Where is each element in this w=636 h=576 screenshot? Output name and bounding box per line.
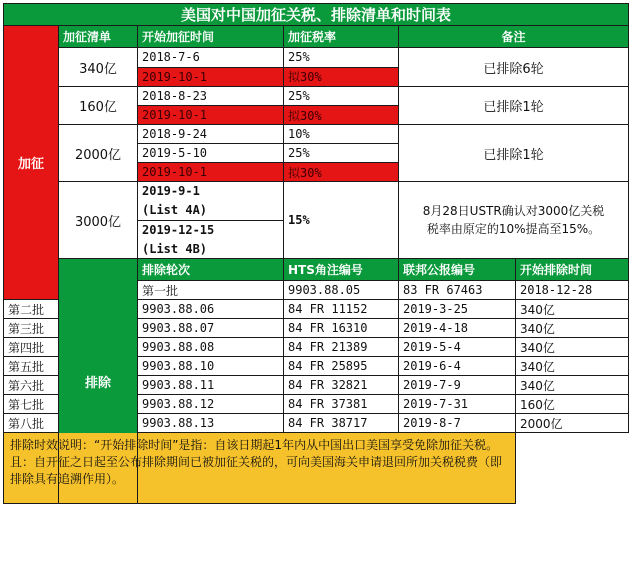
header-add-start: 开始加征时间 [138,26,284,48]
exclude-hts: 9903.88.07 [138,319,284,338]
exclude-round: 第六批 [4,376,59,395]
exclude-list: 340亿 [516,376,629,395]
exclude-round: 第七批 [4,395,59,414]
tariff-table [3,3,629,504]
exclude-start: 2019-4-18 [399,319,516,338]
group-340-rate-planned: 拟30% [284,67,399,87]
group-2000-note: 已排除1轮 [399,125,629,182]
group-3000-amount: 3000亿 [59,182,138,259]
exclude-fr: 84 FR 37381 [284,395,399,414]
exclude-list: 340亿 [516,357,629,376]
group-160-rate-planned: 拟30% [284,106,399,125]
exclude-fr: 84 FR 16310 [284,319,399,338]
exclude-round: 第四批 [4,338,59,357]
group-2000-rate-2: 25% [284,144,399,163]
exclude-fr: 84 FR 11152 [284,300,399,319]
exclude-list: 2000亿 [516,414,629,433]
group-2000-date-1: 2018-9-24 [138,125,284,144]
group-3000-note-line-2: 税率由原定的10%提高至15%。 [426,222,601,236]
exclude-list: 160亿 [516,395,629,414]
exclude-fr: 84 FR 21389 [284,338,399,357]
group-160-date: 2018-8-23 [138,87,284,106]
group-160-amount: 160亿 [59,87,138,125]
header-exclude-fr: 联邦公报编号 [399,259,516,281]
group-160-rate: 25% [284,87,399,106]
group-160-note: 已排除1轮 [399,87,629,125]
group-2000-amount: 2000亿 [59,125,138,182]
group-3000-date-1: 2019-9-1 [138,182,284,201]
group-3000-date-2: 2019-12-15 [138,220,284,239]
exclude-round: 第八批 [4,414,59,433]
group-160-date-planned: 2019-10-1 [138,106,284,125]
exclude-start: 2019-7-31 [399,395,516,414]
exclude-hts: 9903.88.10 [138,357,284,376]
exclude-list: 340亿 [516,338,629,357]
exclude-list: 340亿 [516,300,629,319]
add-section-label: 加征 [4,26,59,300]
exclude-round: 第二批 [4,300,59,319]
exclude-hts: 9903.88.06 [138,300,284,319]
group-340-amount: 340亿 [59,48,138,87]
group-3000-note-line-1: 8月28日USTR确认对3000亿关税 [422,204,605,218]
exclude-hts: 9903.88.08 [138,338,284,357]
exclude-hts: 9903.88.05 [284,281,399,300]
header-exclude-hts: HTS角注编号 [284,259,399,281]
exclude-list: 340亿 [516,319,629,338]
exclude-fr: 84 FR 25895 [284,357,399,376]
group-3000-note [399,182,629,259]
exclude-start: 2019-6-4 [399,357,516,376]
group-3000-rate: 15% [284,182,399,259]
exclude-fr: 84 FR 32821 [284,376,399,395]
group-2000-rate-1: 10% [284,125,399,144]
group-340-note: 已排除6轮 [399,48,629,87]
page-title: 美国对中国加征关税、排除清单和时间表 [4,4,629,26]
exclusion-footnote: 排除时效说明：“开始排除时间”是指：自该日期起1年内从中国出口美国享受免除加征关税。且：自开征之日起至公布排除期间已被加征关税的，可向美国海关申请退回所加关税税费（即排除具有追溯作用）。 [4,433,516,504]
tariff-table-container [3,3,633,569]
group-3000-list-1: (List 4A) [138,201,284,220]
header-add-rate: 加征税率 [284,26,399,48]
exclude-start: 2019-5-4 [399,338,516,357]
group-2000-date-2: 2019-5-10 [138,144,284,163]
exclude-round: 第三批 [4,319,59,338]
exclude-start: 2018-12-28 [516,281,629,300]
exclude-hts: 9903.88.13 [138,414,284,433]
exclude-start: 2019-7-9 [399,376,516,395]
group-340-date-planned: 2019-10-1 [138,67,284,87]
group-2000-rate-planned: 拟30% [284,163,399,182]
exclude-start: 2019-3-25 [399,300,516,319]
exclude-fr: 84 FR 38717 [284,414,399,433]
header-add-list: 加征清单 [59,26,138,48]
exclude-hts: 9903.88.12 [138,395,284,414]
header-exclude-start: 开始排除时间 [516,259,629,281]
group-3000-list-2: (List 4B) [138,239,284,258]
exclude-round: 第五批 [4,357,59,376]
group-2000-date-planned: 2019-10-1 [138,163,284,182]
exclude-round: 第一批 [138,281,284,300]
header-add-note: 备注 [399,26,629,48]
exclude-section-label: 排除 [59,259,138,504]
group-340-date: 2018-7-6 [138,48,284,68]
group-340-rate: 25% [284,48,399,68]
header-exclude-round: 排除轮次 [138,259,284,281]
exclude-start: 2019-8-7 [399,414,516,433]
exclude-fr: 83 FR 67463 [399,281,516,300]
exclude-hts: 9903.88.11 [138,376,284,395]
